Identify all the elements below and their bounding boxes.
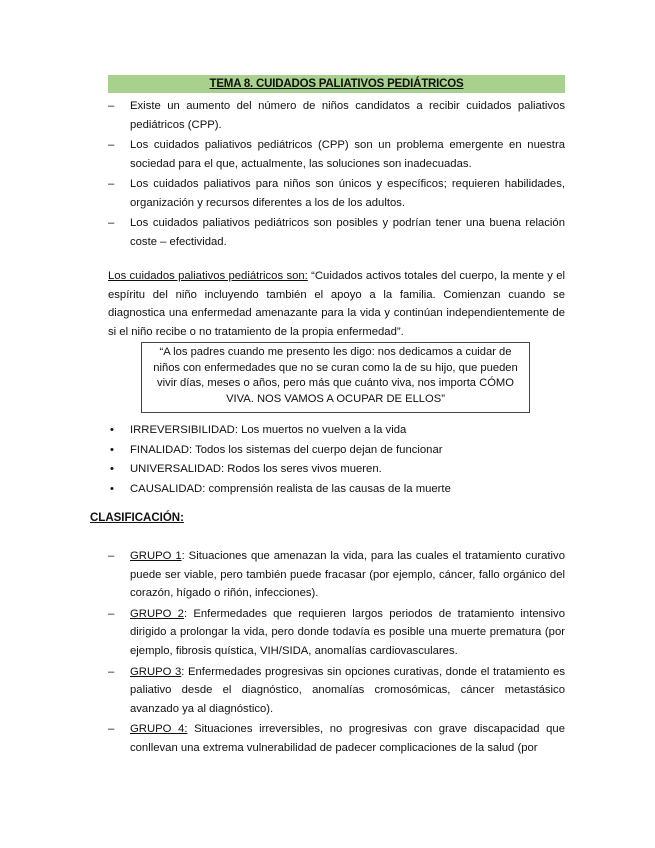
group-label: GRUPO 2 [130, 607, 184, 620]
group-item: – GRUPO 1: Situaciones que amenazan la vida, para las cuales el tratamiento curativo puede ser viable, pero también puede fracasar (por ejemplo, cáncer, fallo orgánico del corazón, hígado o riñón, infecciones). [108, 547, 565, 603]
group-label: GRUPO 3 [130, 665, 182, 678]
list-item: – Los cuidados paliativos pediátricos (CPP) son un problema emergente en nuestra sociedad para el que, actualmente, las soluciones son inadecuadas. [108, 136, 565, 174]
dash-icon: – [108, 550, 115, 562]
list-item: – Los cuidados paliativos pediátricos son posibles y podrían tener una buena relación coste – efectividad. [108, 214, 565, 252]
bullet-icon: • [110, 482, 114, 495]
group-item: – GRUPO 3: Enfermedades progresivas sin opciones curativas, donde el tratamiento es paliativo desde el diagnóstico, anomalías cromosómicas, cáncer metastásico avanzado ya al diagnóstico). [108, 663, 565, 719]
group-label: GRUPO 1 [130, 550, 182, 562]
list-item: • IRREVERSIBILIDAD: Los muertos no vuelven a la vida [108, 421, 565, 441]
classification-heading: CLASIFICACIÓN: [90, 512, 184, 524]
dash-icon: – [108, 607, 115, 620]
definition-paragraph [108, 267, 565, 341]
list-item: – Los cuidados paliativos para niños son únicos y específicos; requieren habilidades, organización y recursos diferentes a los de los adultos. [108, 175, 565, 213]
bullet-icon: • [110, 443, 114, 456]
quote-box: “A los padres cuando me presento les digo: nos dedicamos a cuidar de niños con enfermedades que no se curan como la de su hijo, que pueden vivir días, meses o años, pero más que cuánto viva, nos importa CÓMO VIVA. NOS VAMOS A OCUPAR DE ELLOS” [141, 342, 530, 413]
page-title: TEMA 8. CUIDADOS PALIATIVOS PEDIÁTRICOS [108, 75, 565, 93]
dash-icon: – [108, 723, 115, 736]
list-item: • UNIVERSALIDAD: Rodos los seres vivos mueren. [108, 460, 565, 480]
list-item: • CAUSALIDAD: comprensión realista de las causas de la muerte [108, 480, 565, 500]
intro-list [108, 97, 565, 253]
group-label: GRUPO 4: [130, 723, 188, 736]
concepts-list [108, 421, 565, 499]
dash-icon: – [108, 665, 115, 678]
dash-icon: – [108, 100, 115, 112]
list-item: • FINALIDAD: Todos los sistemas del cuerpo dejan de funcionar [108, 441, 565, 461]
list-item: – Existe un aumento del número de niños candidatos a recibir cuidados paliativos pediátricos (CPP). [108, 97, 565, 135]
dash-icon: – [108, 139, 115, 151]
group-item: – GRUPO 4: Situaciones irreversibles, no progresivas con grave discapacidad que conllevan una extrema vulnerabilidad de padecer complicaciones de la salud (por [108, 720, 565, 757]
bullet-icon: • [110, 463, 114, 475]
group-item: – GRUPO 2: Enfermedades que requieren largos periodos de tratamiento intensivo dirigido a prolongar la vida, pero donde todavía es posible una muerte prematura (por ejemplo, fibrosis quística, VIH/SIDA, anomalías cardiovasculares. [108, 605, 565, 661]
bullet-icon: • [110, 424, 114, 436]
dash-icon: – [108, 178, 115, 190]
dash-icon: – [108, 217, 115, 229]
groups-list [108, 547, 565, 760]
definition-text: “Cuidados activos totales del cuerpo, la mente y el espíritu del niño incluyendo también el apoyo a la familia. Comienzan cuando se diagnostica una enfermedad amenazante para la vida y continúan independientemente de si el niño recibe o no tratamiento de la propia enfermedad”. [108, 270, 565, 338]
definition-label: Los cuidados paliativos pediátricos son: [108, 270, 308, 282]
